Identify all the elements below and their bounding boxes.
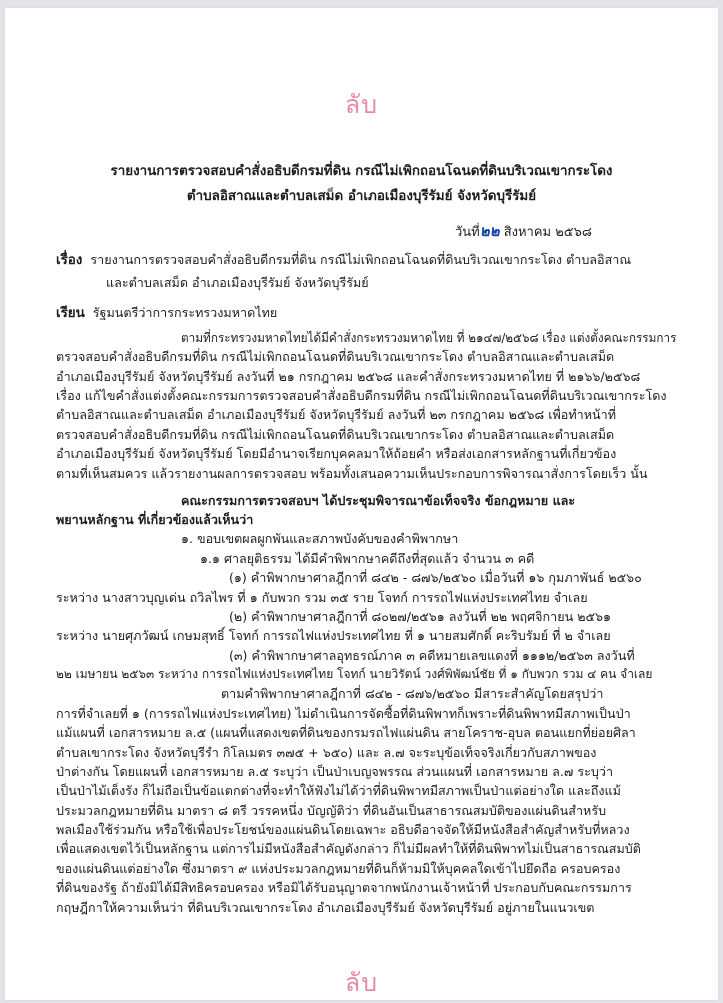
date-prefix: วันที่ bbox=[455, 225, 480, 240]
judgment-line: เพื่อแสดงเขตไว้เป็นหลักฐาน แต่การไม่มีหนังสือสำคัญดังกล่าว ก็ไม่มีผลทำให้ที่ดินพิพาทไม่เป็นสาธารณสมบัติ bbox=[56, 841, 641, 856]
body-line: ตำบลอิสาณและตำบลเสม็ด อำเภอเมืองบุรีรัมย์ จังหวัดบุรีรัมย์ ลงวันที่ ๒๓ กรกฎาคม ๒๕๖๘ เพื่อทำหน้าที่ bbox=[56, 407, 617, 422]
classification-stamp-bottom: ลับ bbox=[344, 968, 379, 997]
body-line: เรื่อง แก้ไขคำสั่งแต่งตั้งคณะกรรมการตรวจสอบคำสั่งอธิบดีกรมที่ดิน กรณีไม่เพิกถอนโฉนดที่ดินบริเวณเขากระโดง bbox=[56, 388, 667, 403]
date-day-handwritten: ๒๒ bbox=[479, 222, 500, 240]
subject-text-2: และตำบลเสม็ด อำเภอเมืองบุรีรัมย์ จังหวัดบุรีรัมย์ bbox=[106, 275, 369, 290]
case-line: ๒๒ เมษายน ๒๕๖๓ ระหว่าง การรถไฟแห่งประเทศไทย โจทก์ นายวิรัตน์ วงศ์พิพัฒน์ชัย ที่ ๑ กับพวก รวม ๔ คน จำเลย bbox=[56, 667, 653, 681]
body-line: อำเภอเมืองบุรีรัมย์ จังหวัดบุรีรัมย์ ลงวันที่ ๒๑ กรกฎาคม ๒๕๖๘ และคำสั่งกระทรวงมหาดไทย ที่ ๒๑๖๖/๒๕๖๘ bbox=[56, 369, 641, 384]
document-page bbox=[5, 8, 718, 1000]
subject-text-1: รายงานการตรวจสอบคำสั่งอธิบดีกรมที่ดิน กรณีไม่เพิกถอนโฉนดที่ดินบริเวณเขากระโดง ตำบลอิสาณ bbox=[90, 252, 632, 267]
judgment-line: ตำบลเขากระโดง จังหวัดบุรีรำ กิโลเมตร ๓๗๕ + ๖๕๐) และ ล.๗ จะระบุข้อเท็จจริงเกี่ยวกับสภาพของ bbox=[56, 745, 597, 760]
section-1-1-heading: ๑.๑ ศาลยุติธรรม ได้มีคำพิพากษาคดีถึงที่สุดแล้ว จำนวน ๓ คดี bbox=[200, 551, 535, 566]
recipient-value: รัฐมนตรีว่าการกระทรวงมหาดไทย bbox=[92, 305, 278, 320]
judgment-line: ประมวลกฎหมายที่ดิน มาตรา ๘ ตรี วรรคหนึ่ง บัญญัติว่า ที่ดินอันเป็นสาธารณสมบัติของแผ่นดินสำหรับ bbox=[56, 803, 607, 818]
date-month-year: สิงหาคม ๒๕๖๘ bbox=[503, 225, 592, 240]
subject-line-1 bbox=[56, 249, 631, 270]
case-line: (๒) คำพิพากษาศาลฎีกาที่ ๘๐๒๗/๒๕๖๑ ลงวันที่ ๒๒ พฤศจิกายน ๒๕๖๑ bbox=[229, 609, 612, 624]
body-line: ตรวจสอบคำสั่งอธิบดีกรมที่ดิน กรณีไม่เพิกถอนโฉนดที่ดินบริเวณเขากระโดง ตำบลอิสาณและตำบลเสม็ด bbox=[56, 427, 615, 442]
body-line: ตามที่กระทรวงมหาดไทยได้มีคำสั่งกระทรวงมหาดไทย ที่ ๒๑๔๗/๒๕๖๘ เรื่อง แต่งตั้งคณะกรรมการ bbox=[181, 330, 677, 345]
section-1-heading: ๑. ขอบเขตผลผูกพันและสภาพบังคับของคำพิพากษา bbox=[181, 531, 459, 546]
committee-line: คณะกรรมการตรวจสอบฯ ได้ประชุมพิจารณาข้อเท็จจริง ข้อกฎหมาย และ bbox=[181, 493, 576, 508]
case-line: ระหว่าง นายศุภวัฒน์ เกษมสุทธิ์ โจทก์ การรถไฟแห่งประเทศไทย ที่ ๑ นายสมศักดิ์ คะริบรัมย์ ที่ ๒ จำเลย bbox=[56, 628, 611, 643]
recipient-label: เรียน bbox=[56, 306, 85, 321]
judgment-line: ของแผ่นดินแต่อย่างใด ซึ่งมาตรา ๙ แห่งประมวลกฎหมายที่ดินก็ห้ามมิให้บุคคลใดเข้าไปยึดถือ ครอบครอง bbox=[56, 861, 621, 876]
subject-label: เรื่อง bbox=[56, 253, 83, 268]
judgment-line: เป็นป่าไม้เต็งรัง ก็ไม่ถือเป็นข้อแตกต่างที่จะทำให้ฟังไม่ได้ว่าที่ดินพิพาทมีสภาพเป็นป่าแต่อย่างใด และถึงแม้ bbox=[56, 783, 621, 798]
body-line: อำเภอเมืองบุรีรัมย์ จังหวัดบุรีรัมย์ โดยมีอำนาจเรียกบุคคลมาให้ถ้อยคำ หรือส่งเอกสารหลักฐานที่เกี่ยวข้อง bbox=[56, 446, 617, 461]
case-line: ระหว่าง นางสาวบุญเด่น ถวิลไพร ที่ ๑ กับพวก รวม ๓๕ ราย โจทก์ การรถไฟแห่งประเทศไทย จำเลย bbox=[56, 590, 588, 605]
judgment-line: ที่ดินของรัฐ ถ้ายังมิได้มีสิทธิครอบครอง หรือมิได้รับอนุญาตจากพนักงานเจ้าหน้าที่ ประกอบกับคณะกรรมการ bbox=[56, 880, 632, 895]
judgment-line: พลเมืองใช้ร่วมกัน หรือใช้เพื่อประโยชน์ของแผ่นดินโดยเฉพาะ อธิบดีอาจจัดให้มีหนังสือสำคัญสำหรับที่หลวง bbox=[56, 822, 630, 837]
committee-line: พยานหลักฐาน ที่เกี่ยวข้องแล้วเห็นว่า bbox=[56, 512, 254, 527]
case-line: (๓) คำพิพากษาศาลอุทธรณ์ภาค ๓ คดีหมายเลขแดงที่ ๑๑๑๒/๒๕๖๓ ลงวันที่ bbox=[229, 648, 635, 663]
document-date bbox=[455, 219, 592, 243]
judgment-line: การที่จำเลยที่ ๑ (การรถไฟแห่งประเทศไทย) ไม่ดำเนินการจัดซื้อที่ดินพิพาทก็เพราะที่ดินพิพาทมีสภาพเป็นป่า bbox=[56, 706, 631, 721]
judgment-line: ป่าต่างกัน โดยแผนที่ เอกสารหมาย ล.๕ ระบุว่า เป็นป่าเบญจพรรณ ส่วนแผนที่ เอกสารหมาย ล.๗ ระบุว่า bbox=[56, 764, 614, 779]
body-line: ตามที่เห็นสมควร แล้วรายงานผลการตรวจสอบ พร้อมทั้งเสนอความเห็นประกอบการพิจารณาสั่งการโดยเร็ว นั้น bbox=[56, 466, 648, 481]
document-title-line-1: รายงานการตรวจสอบคำสั่งอธิบดีกรมที่ดิน กรณีไม่เพิกถอนโฉนดที่ดินบริเวณเขากระโดง bbox=[110, 164, 613, 179]
recipient-line bbox=[56, 302, 277, 323]
document-title-line-2: ตำบลอิสาณและตำบลเสม็ด อำเภอเมืองบุรีรัมย์ จังหวัดบุรีรัมย์ bbox=[186, 189, 537, 204]
judgment-line: แม้แผนที่ เอกสารหมาย ล.๕ (แผนที่แสดงเขตที่ดินของกรมรถไฟแผ่นดิน สายโคราช-อุบล ตอนแยกที่ย่อยศิลา bbox=[56, 725, 636, 740]
classification-stamp-top: ลับ bbox=[344, 90, 379, 119]
judgment-line: กฤษฎีกาให้ความเห็นว่า ที่ดินบริเวณเขากระโดง อำเภอเมืองบุรีรัมย์ จังหวัดบุรีรัมย์ อยู่ภายในแนวเขต bbox=[56, 900, 595, 915]
judgment-line: ตามคำพิพากษาศาลฎีกาที่ ๘๔๒ - ๘๗๖/๒๕๖๐ มีสาระสำคัญโดยสรุปว่า bbox=[221, 686, 604, 701]
body-line: ตรวจสอบคำสั่งอธิบดีกรมที่ดิน กรณีไม่เพิกถอนโฉนดที่ดินบริเวณเขากระโดง ตำบลอิสาณและตำบลเสม็ด bbox=[56, 349, 615, 364]
case-line: (๑) คำพิพากษาศาลฎีกาที่ ๘๔๒ - ๘๗๖/๒๕๖๐ เมื่อวันที่ ๑๖ กุมภาพันธ์ ๒๕๖๐ bbox=[229, 570, 642, 585]
